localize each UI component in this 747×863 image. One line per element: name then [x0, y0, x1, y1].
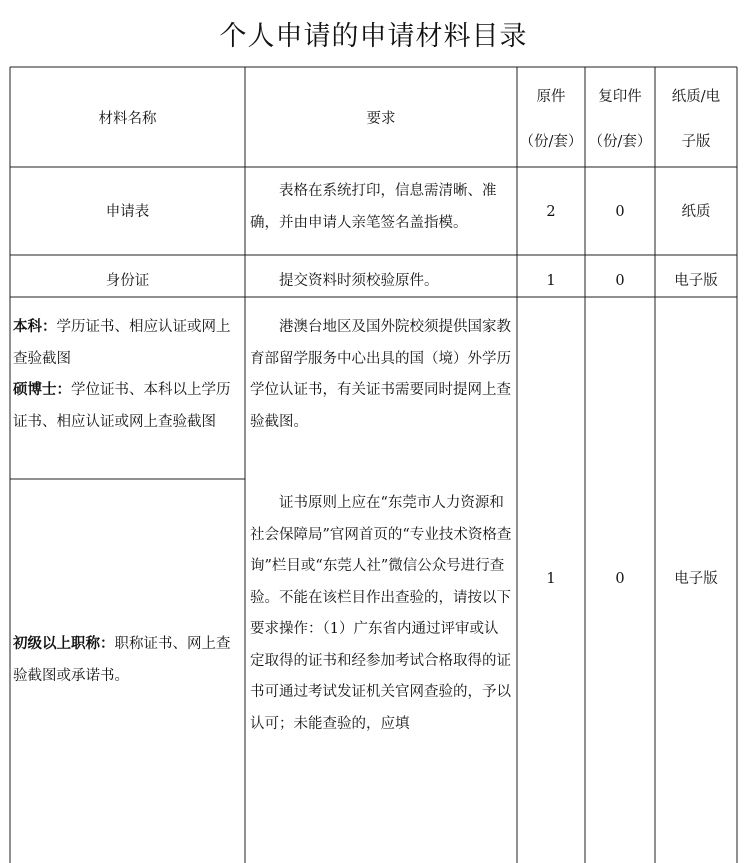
- header-material-name: 材料名称: [98, 111, 157, 127]
- bachelor-label: 本科：: [13, 319, 57, 335]
- row-id-card-requirement: 提交资料时须校验原件。: [279, 273, 439, 289]
- row-id-card-original: 1: [546, 273, 556, 289]
- professional-title-text: 职称证书、网上查验截图或承诺书。: [13, 636, 231, 684]
- merged-original: 1: [546, 571, 556, 587]
- row-application-form-format: 纸质: [681, 204, 711, 220]
- header-requirement: 要求: [366, 111, 396, 127]
- professional-title-label: 初级以上职称：: [13, 636, 115, 652]
- row-id-card-copy: 0: [615, 273, 625, 289]
- header-format-line1: 纸质/电: [671, 89, 721, 105]
- row-education-requirement: 港澳台地区及国外院校须提供国家教育部留学服务中心出具的国（境）外学历学位认证书，有关证书需要同时提网上查验截图。: [250, 319, 511, 430]
- header-original-line2: （份/套）: [519, 134, 583, 150]
- header-format-line2: 子版: [681, 134, 711, 150]
- row-application-form-name: 申请表: [105, 204, 150, 220]
- row-application-form-original: 2: [546, 204, 556, 220]
- merged-copy: 0: [615, 571, 625, 587]
- row-professional-title-requirement: 证书原则上应在“东莞市人力资源和社会保障局”官网首页的“专业技术资格查询”栏目或“东莞人社”微信公众号进行查验。不能在该栏目作出查验的，请按以下要求操作：（1）广东省内通过评审或认定取得的证书和经参加考试合格取得的证书可通过考试发证机关官网查验的，予以认可；未能查验的，应填: [250, 495, 512, 732]
- master-doctor-text: 学位证书、本科以上学历证书、相应认证或网上查验截图: [13, 382, 231, 430]
- row-application-form-requirement: 表格在系统打印，信息需清晰、准确，并由申请人亲笔签名盖指模。: [250, 183, 497, 231]
- row-professional-title-name: [13, 629, 243, 692]
- row-id-card-format: 电子版: [674, 273, 718, 289]
- header-original-line1: 原件: [536, 89, 566, 105]
- row-education-name: [13, 312, 243, 438]
- header-copy-line2: （份/套）: [588, 134, 652, 150]
- page-title: 个人申请的申请材料目录: [219, 21, 528, 52]
- row-id-card-name: 身份证: [105, 273, 150, 289]
- header-copy-line1: 复印件: [598, 89, 642, 105]
- master-doctor-label: 硕博士：: [13, 382, 71, 398]
- bachelor-text: 学历证书、相应认证或网上查验截图: [13, 319, 231, 367]
- merged-format: 电子版: [674, 571, 718, 587]
- row-application-form-copy: 0: [615, 204, 625, 220]
